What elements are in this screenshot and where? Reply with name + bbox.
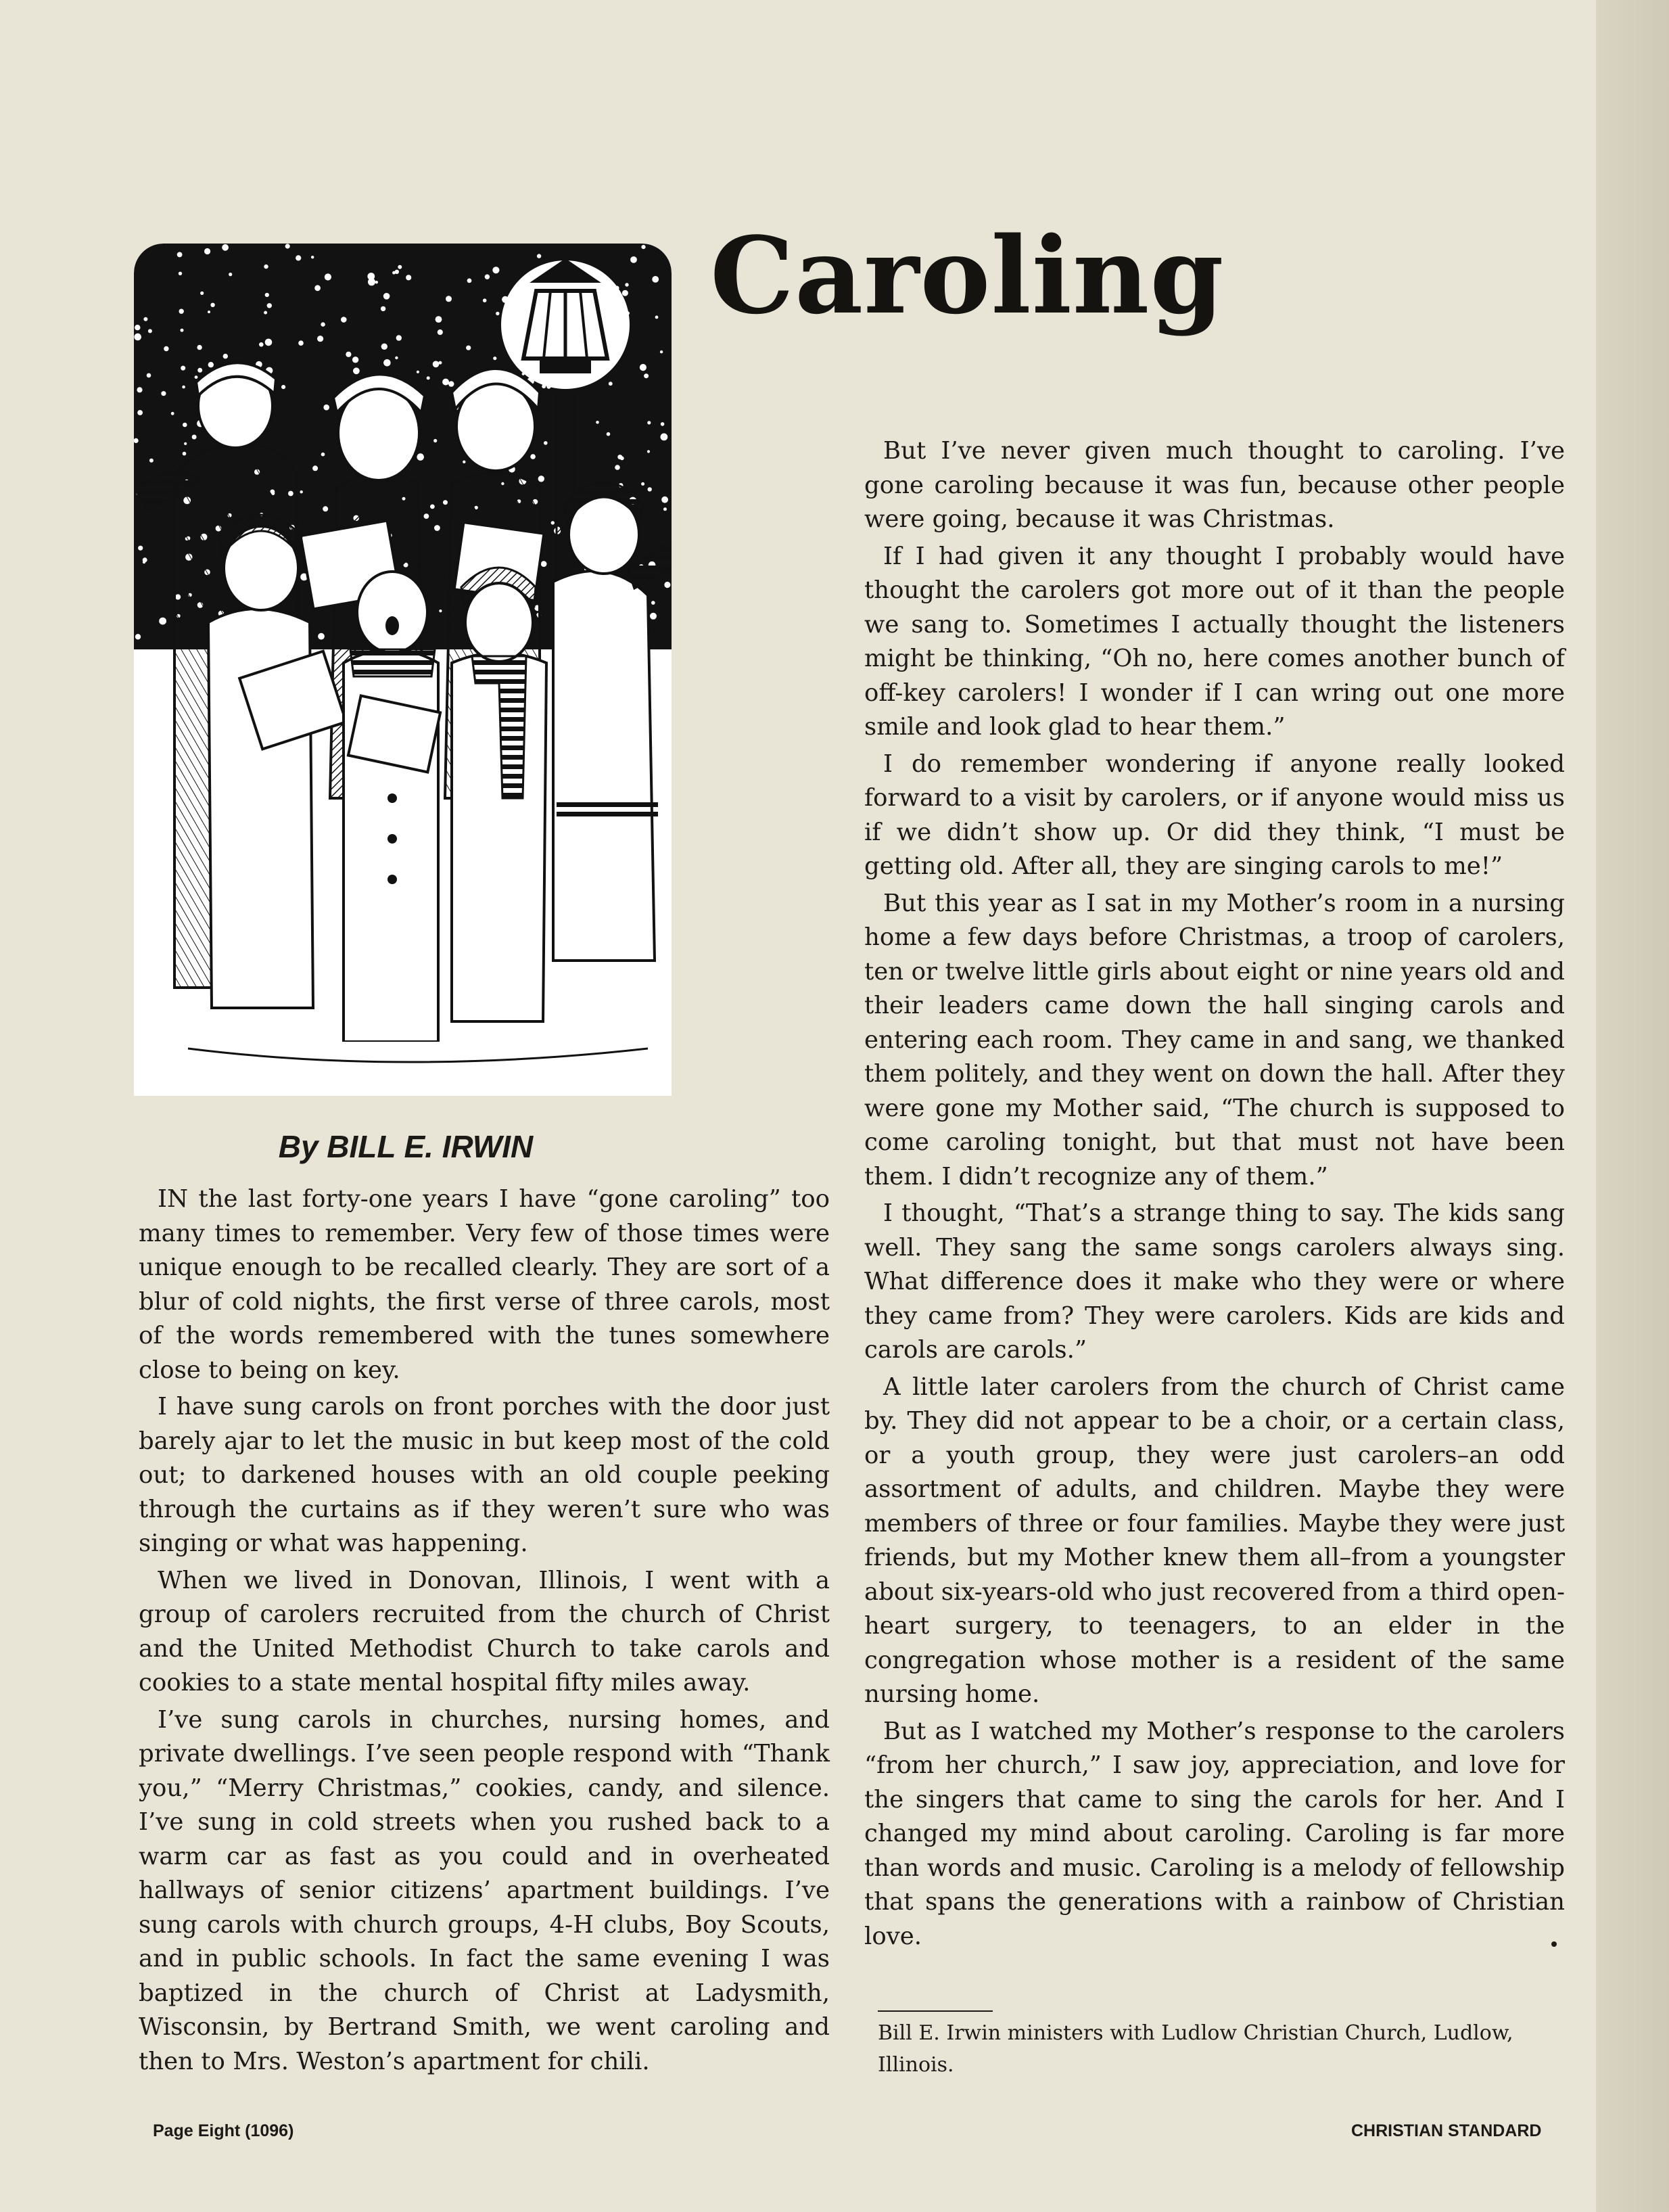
paragraph: I thought, “That’s a strange thing to say. The kids sang well. They sang the same songs carolers always sing. What difference does it make who they were or where they came from? They were carolers. Kids are kids and carols are carols.” [864, 1199, 1565, 1364]
byline: By BILL E. IRWIN [278, 1129, 534, 1164]
article-column-left [139, 1182, 830, 2081]
paragraph: If I had given it any thought I probably would have thought the carolers got more out of it than the people we sang to. Sometimes I actually thought the listeners might be thinking, “Oh no, here comes another bunch of off-key carolers! I wonder if I can wring out one more smile and look glad to hear them.” [864, 542, 1565, 741]
paragraph: But I’ve never given much thought to caroling. I’ve gone caroling because it was fun, because other people were going, because it was Christmas. [864, 437, 1565, 533]
paragraph: When we lived in Donovan, Illinois, I went with a group of carolers recruited from the church of Christ and the United Methodist Church to take carols and cookies to a state mental hospital fifty miles away. [139, 1566, 830, 1697]
publication-name: CHRISTIAN STANDARD [1351, 2121, 1542, 2140]
article-column-right [864, 434, 1565, 1956]
author-bio: Bill E. Irwin ministers with Ludlow Christian Church, Ludlow, Illinois. [878, 2021, 1513, 2077]
page-number: Page Eight (1096) [153, 2121, 294, 2140]
paragraph: I have sung carols on front porches with the door just barely ajar to let the music in but keep most of the cold out; to darkened houses with an old couple peeking through the curtains as if they weren’t sure who was singing or what was happening. [139, 1393, 830, 1557]
carolers-illustration [134, 244, 672, 1096]
paragraph: But this year as I sat in my Mother’s room in a nursing home a few days before Christmas, a troop of carolers, ten or twelve little girls about eight or nine years old and their leaders came down the hall singing carols and entering each room. They came in and sang, we thanked them politely, and they went on down the hall. After they were gone my Mother said, “The church is supposed to come caroling tonight, but that must not have been them. I didn’t recognize any of them.” [864, 889, 1565, 1191]
end-of-article-mark [1551, 1941, 1557, 1947]
paragraph: A little later carolers from the church of Christ came by. They did not appear to be a choir, or a certain class, or a youth group, they were just carolers–an odd assortment of adults, and children. Maybe they were members of three or four families. Maybe they were just friends, but my Mother knew them all–from a youngster about six-years-old who just recovered from a third open-heart surgery, to teenagers, to an elder in the congregation whose mother is a resident of the same nursing home. [864, 1373, 1565, 1708]
article-title: Caroling [710, 214, 1225, 338]
paragraph: I do remember wondering if anyone really looked forward to a visit by carolers, or if anyone would miss us if we didn’t show up. Or did they think, “I must be getting old. After all, they are singing carols to me!” [864, 750, 1565, 880]
paragraph: I’ve sung carols in churches, nursing homes, and private dwellings. I’ve seen people respond with “Thank you,” “Merry Christmas,” cookies, candy, and silence. I’ve sung in cold streets when you rushed back to a warm car as fast as you could and in overheated hallways of senior citizens’ apartment buildings. I’ve sung carols with church groups, 4-H clubs, Boy Scouts, and in public schools. In fact the same evening I was baptized in the church of Christ at Ladysmith, Wisconsin, by Bertrand Smith, we went caroling and then to Mrs. Weston’s apartment for chili. [139, 1705, 830, 2075]
page-edge [1596, 0, 1669, 2212]
paragraph: IN the last forty-one years I have “gone caroling” too many times to remember. Very few of those times were unique enough to be recalled clearly. They are sort of a blur of cold nights, the first verse of three carols, most of the words remembered with the tunes somewhere close to being on key. [139, 1185, 830, 1384]
footnote-rule [878, 2010, 993, 2012]
paragraph: But as I watched my Mother’s response to the carolers “from her church,” I saw joy, appreciation, and love for the singers that came to sing the carols for her. And I changed my mind about caroling. Caroling is far more than words and music. Caroling is a melody of fellowship that spans the generations with a rainbow of Christian love. [864, 1717, 1565, 1950]
caroler-child-scarf [452, 568, 546, 1021]
